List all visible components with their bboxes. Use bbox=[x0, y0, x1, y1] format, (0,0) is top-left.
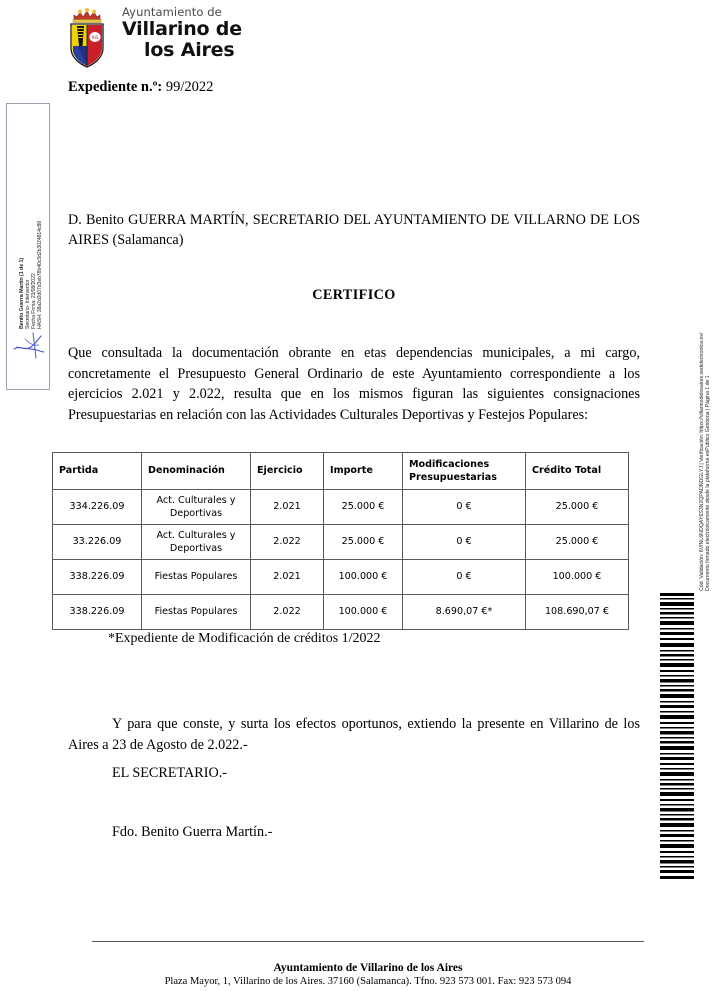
verification-code: Cód. Validación: 6VfNL6NDQAY6S3N2QPADNDGLYJ | Verificación: bbox=[699, 433, 705, 591]
cell-ejercicio: 2.022 bbox=[251, 525, 324, 560]
cell-importe: 100.000 € bbox=[324, 560, 403, 595]
table-row bbox=[53, 490, 629, 525]
certifico-heading: CERTIFICO bbox=[312, 287, 396, 303]
header-importe: Importe bbox=[324, 453, 403, 490]
svg-text:IHS: IHS bbox=[91, 35, 99, 40]
verification-url: https://villarinodelosaires.sedelectronica.es/ bbox=[699, 332, 705, 433]
stamp-signer-role: Secretario- Interventor bbox=[25, 279, 31, 329]
header-ejercicio: Ejercicio bbox=[251, 453, 324, 490]
cell-ejercicio: 2.022 bbox=[251, 595, 324, 630]
cell-modificaciones: 0 € bbox=[403, 525, 526, 560]
barcode-icon bbox=[660, 591, 694, 881]
header-partida: Partida bbox=[53, 453, 142, 490]
secretario-label: EL SECRETARIO.- bbox=[112, 765, 227, 781]
verification-barcode bbox=[660, 591, 694, 881]
signature-stamp-box bbox=[6, 103, 50, 390]
expediente-label: Expediente n.º: bbox=[68, 79, 163, 95]
closing-text: Y para que conste, y surta los efectos oportunos, extiendo la presente en Villarino de los Aires a 23 de Agosto de 2.022.- bbox=[68, 716, 640, 753]
cell-modificaciones: 8.690,07 €* bbox=[403, 595, 526, 630]
cell-importe: 25.000 € bbox=[324, 490, 403, 525]
signed-by-label: Fdo. Benito Guerra Martín.- bbox=[112, 824, 273, 840]
cell-modificaciones: 0 € bbox=[403, 490, 526, 525]
header-modificaciones: Modificaciones Presupuestarias bbox=[403, 453, 526, 490]
table-row bbox=[53, 560, 629, 595]
municipal-header bbox=[64, 4, 324, 74]
cell-partida: 33.226.09 bbox=[53, 525, 142, 560]
closing-paragraph bbox=[68, 714, 640, 755]
wordmark-ayuntamiento: Ayuntamiento de bbox=[122, 5, 222, 19]
cell-ejercicio: 2.021 bbox=[251, 560, 324, 595]
table-footnote: *Expediente de Modificación de créditos 1/2022 bbox=[108, 631, 381, 646]
stamp-signer-name: Benito Guerra Martín (1 de 1) bbox=[19, 257, 25, 329]
cell-ejercicio: 2.021 bbox=[251, 490, 324, 525]
cell-modificaciones: 0 € bbox=[403, 560, 526, 595]
cell-denominacion: Fiestas Populares bbox=[142, 595, 251, 630]
cell-credito-total: 108.690,07 € bbox=[526, 595, 629, 630]
coat-of-arms-icon bbox=[64, 6, 116, 70]
wordmark-line2: los Aires bbox=[144, 39, 235, 61]
verification-doc-line: Documento firmado electrónicamente desde la plataforma esPublico Gestiona | Página 1 de 1 bbox=[705, 375, 711, 591]
cell-denominacion: Fiestas Populares bbox=[142, 560, 251, 595]
cell-denominacion: Act. Culturales y Deportivas bbox=[142, 490, 251, 525]
cell-denominacion: Act. Culturales y Deportivas bbox=[142, 525, 251, 560]
header-denominacion: Denominación bbox=[142, 453, 251, 490]
cell-partida: 334.226.09 bbox=[53, 490, 142, 525]
table-row bbox=[53, 525, 629, 560]
cell-credito-total: 100.000 € bbox=[526, 560, 629, 595]
cell-partida: 338.226.09 bbox=[53, 595, 142, 630]
footer-title: Ayuntamiento de Villarino de los Aires bbox=[273, 962, 463, 974]
footer-divider bbox=[92, 941, 644, 942]
addressee-paragraph: D. Benito GUERRA MARTÍN, SECRETARIO DEL AYUNTAMIENTO DE VILLARNO DE LOS AIRES (Salamanca) bbox=[68, 212, 640, 248]
cell-credito-total: 25.000 € bbox=[526, 525, 629, 560]
table-header-row bbox=[53, 453, 629, 490]
cell-credito-total: 25.000 € bbox=[526, 490, 629, 525]
expediente-line bbox=[68, 79, 213, 96]
cell-partida: 338.226.09 bbox=[53, 560, 142, 595]
footer-address: Plaza Mayor, 1, Villarino de los Aires. 37160 (Salamanca). Tfno. 923 573 001. Fax: 923 573 094 bbox=[164, 976, 572, 987]
stamp-signature-date: Fecha Firma: 23/08/2022 bbox=[31, 273, 37, 329]
wordmark-line1: Villarino de bbox=[122, 18, 242, 40]
stamp-hash: HASH: 38a2d2d07d3eb78b40c3d2b3024814c88 bbox=[37, 220, 43, 329]
cell-importe: 100.000 € bbox=[324, 595, 403, 630]
cell-importe: 25.000 € bbox=[324, 525, 403, 560]
table-row bbox=[53, 595, 629, 630]
main-paragraph: Que consultada la documentación obrante en etas dependencias municipales, a mi cargo, concretamente el Presupuesto General Ordinario de este Ayuntamiento correspondiente a los ejercicios 2.021 y 2.022, resulta que en los mismos figuran las siguientes consignaciones Presupuestarias en relación con las Actividades Culturales Deportivas y Festejos Populares: bbox=[68, 345, 640, 423]
header-credito-total: Crédito Total bbox=[526, 453, 629, 490]
verification-text-block bbox=[699, 332, 714, 931]
handwritten-signature-icon bbox=[11, 325, 47, 369]
budget-table bbox=[52, 452, 629, 630]
municipal-wordmark bbox=[122, 6, 242, 61]
expediente-value: 99/2022 bbox=[165, 79, 214, 95]
